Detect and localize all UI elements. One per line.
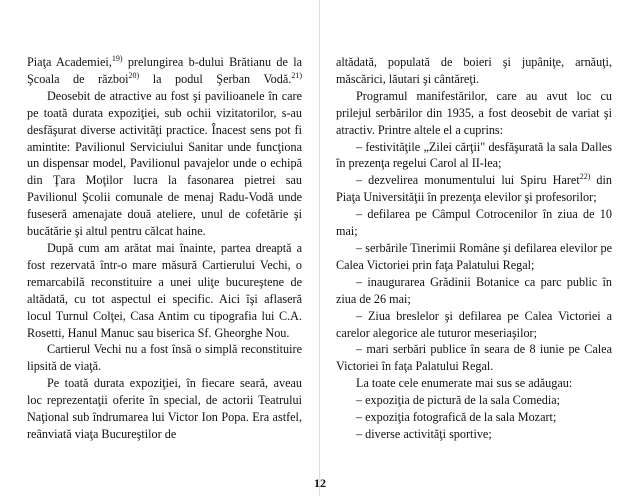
paragraph: Programul manifestărilor, care au avut loc cu prilejul serbărilor din 1935, a fost deosebit de variat şi atractiv. Printre altele el a cuprins: <box>336 88 612 137</box>
footnote-ref: 21) <box>291 70 302 80</box>
paragraph: Cartierul Vechi nu a fost însă o simplă reconstituire lipsită de viaţă. <box>27 342 302 374</box>
list-item: – inaugurarea Grădinii Botanice ca parc public în ziua de 26 mai; <box>336 274 612 306</box>
footnote-ref: 22) <box>579 172 591 182</box>
paragraph: După cum am arătat mai înainte, partea dreaptă a fost rezervată într-o mare măsură Cartierului Vechi, o remarcabilă reconstituire a unei uliţe bucureştene de altădată, cu tot aspectul ei specific. Aici îşi aflaseră locul Turnul Colţei, Casa Antim cu tipografia lui C.A. Rosetti, Hanul Manuc sau biserica Sf. Gheorghe Nou. <box>27 240 302 340</box>
list-item: – festivităţile „Zilei cărţii" desfăşurată la sala Dalles în prezenţa regelui Carol al II-lea; <box>336 139 612 171</box>
list-item: – dezvelirea monumentului lui Spiru Haret$^{22)}$ din Piaţa Universităţii în prezenţa elevilor şi profesorilor; <box>336 172 613 205</box>
list-item: – expoziţia de pictură de la sala Comedia; <box>356 393 561 408</box>
list-item: – Ziua breslelor şi defilarea pe Calea Victoriei a carelor alegorice ale tuturor meseriaşilor; <box>336 308 612 340</box>
paragraph: Deosebit de atractive au fost şi pavilioanele în care pe toată durata expoziţiei, sub ochii vizitatorilor, s-au desfăşurat diverse activităţi practice. Înacest sens pot fi amintite: Pavilionul Serviciului Sanitar unde funcţiona un dispensar model, Pavilionul pavajelor unde o echipă din Ţara Moţilor lucra la fasonarea pietrei sau Pavilionul Şcolii comunale de menaj Radu-Vodă unde fuseseră amenajate două ateliere, unul de cofetărie şi bucătărie şi altul pentru călcat haine. <box>27 88 302 239</box>
paragraph: Piaţa Academiei,$^{19)}$ prelungirea b-dului Brătianu de la Şcoala de război$^{20)}$ la podul Şerban Vodă.$^{21)}$ <box>27 54 303 86</box>
paragraph: altădată, populată de boieri şi jupâniţe, arnăuţi, măscărici, lăutari şi cântăreţi. <box>336 55 612 86</box>
list-item: – expoziţia fotografică de la sala Mozart; <box>356 410 557 425</box>
list-item: – defilarea pe Câmpul Cotrocenilor în ziua de 10 mai; <box>336 207 612 239</box>
paragraph: La toate cele enumerate mai sus se adăugau: <box>356 376 573 391</box>
list-item: – serbările Tinerimii Române şi defilarea elevilor pe Calea Victoriei prin faţa Palatului Regal; <box>336 240 612 272</box>
footnote-ref: 20) <box>128 70 140 80</box>
page-gutter <box>319 0 320 496</box>
paragraph: Pe toată durata expoziţiei, în fiecare seară, aveau loc reprezentaţii oferite în special, de actorii Teatrului Naţional sub îndrumarea lui Victor Ion Popa. Era astfel, reânviată viaţa Bucureştilor de <box>27 376 302 441</box>
list-item: – diverse activităţi sportive; <box>356 426 492 441</box>
list-item: – mari serbări publice în seara de 8 iunie pe Calea Victoriei în faţa Palatului Regal. <box>336 342 612 374</box>
footnote-ref: 19) <box>111 54 123 63</box>
right-page-column <box>336 54 612 443</box>
page-number: 12 <box>314 476 326 490</box>
left-page-column <box>27 54 302 443</box>
